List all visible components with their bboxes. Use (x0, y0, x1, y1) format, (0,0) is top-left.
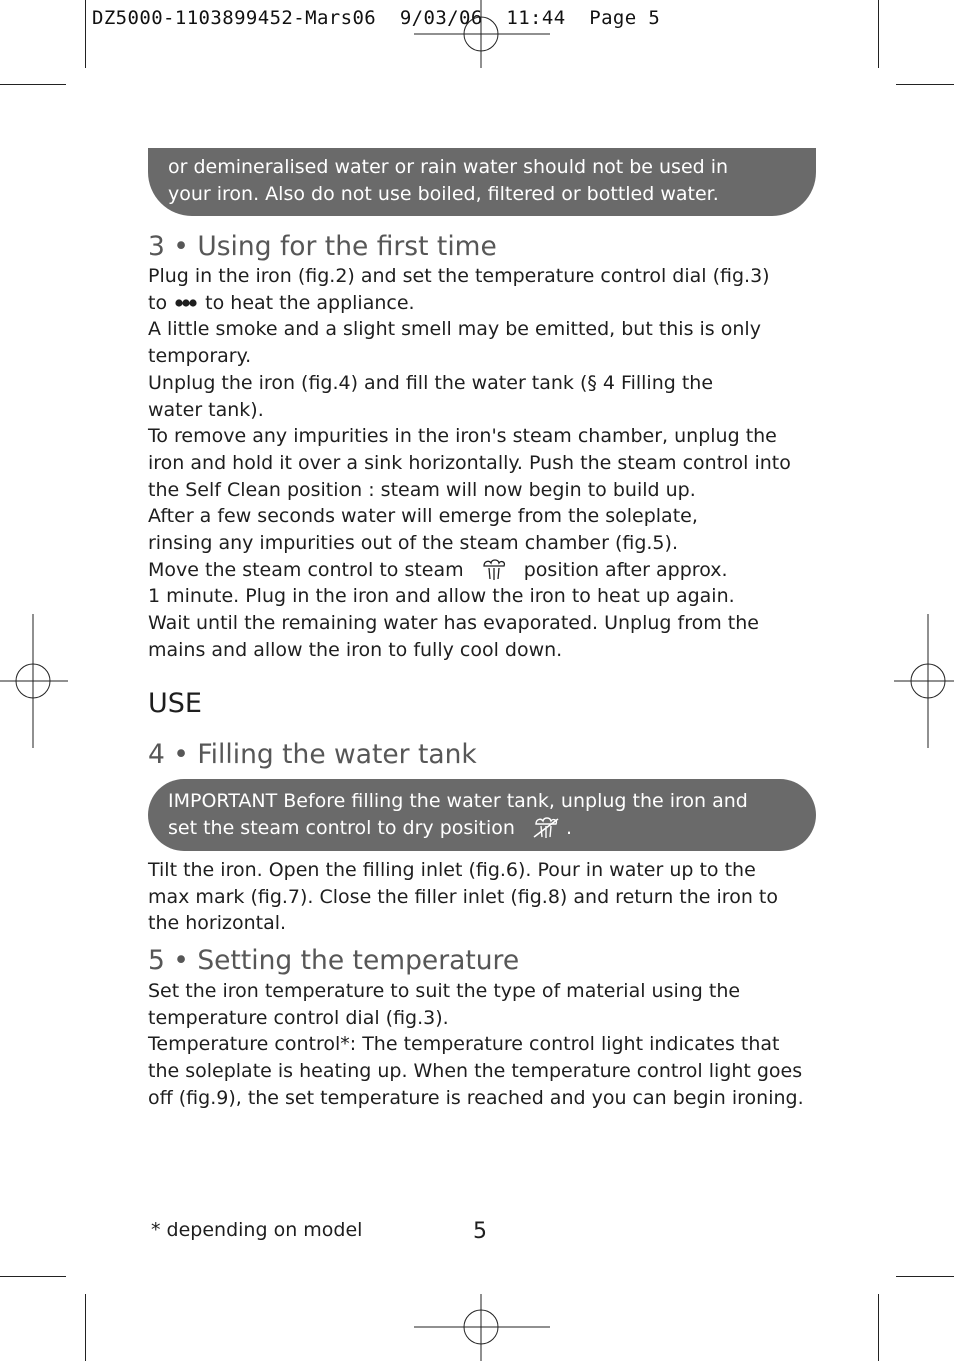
body-line: Unplug the iron (fig.4) and fill the water tank (§ 4 Filling the (148, 371, 714, 394)
crop-mark (896, 84, 954, 85)
body-line: After a few seconds water will emerge from the soleplate, (148, 505, 698, 528)
body-line: water tank). (148, 398, 264, 421)
dry-position-icon (529, 815, 563, 841)
to-word: to (148, 291, 168, 314)
registration-mark-left (0, 614, 68, 748)
body-line: temporary. (148, 345, 252, 368)
steam-icon (476, 558, 512, 582)
temperature-three-dots-icon (175, 298, 197, 308)
section-3-body (148, 263, 838, 664)
section-4-heading: 4 • Filling the water tank (148, 739, 477, 770)
section-5-heading: 5 • Setting the temperature (148, 945, 520, 976)
body-line: rinsing any impurities out of the steam chamber (fig.5). (148, 532, 678, 555)
important-panel (148, 779, 816, 851)
crop-mark (896, 1276, 954, 1277)
section-4-body (148, 857, 838, 937)
body-line: Tilt the iron. Open the filling inlet (fig.6). Pour in water up to the (148, 859, 756, 881)
body-line: the horizontal. (148, 912, 287, 935)
important-text: set the steam control to dry position (168, 816, 515, 839)
body-line: 1 minute. Plug in the iron and allow the iron to heat up again. (148, 585, 735, 608)
panel-line: or demineralised water or rain water should not be used in (168, 156, 729, 178)
body-line-with-icon (148, 557, 838, 584)
body-line: the Self Clean position : steam will now begin to build up. (148, 478, 696, 501)
crop-mark (0, 1276, 66, 1277)
body-line: iron and hold it over a sink horizontally. Push the steam control into (148, 451, 791, 474)
registration-mark-right (894, 614, 954, 748)
water-warning-panel (148, 148, 816, 216)
steam-line-end: position after approx. (523, 558, 728, 581)
crop-mark (85, 0, 86, 68)
body-line: Wait until the remaining water has evaporated. Unplug from the (148, 612, 759, 635)
important-line-with-icon (168, 815, 796, 842)
footnote: * depending on model (151, 1219, 363, 1241)
panel-line: your iron. Also do not use boiled, filtered or bottled water. (168, 182, 719, 205)
body-line: max mark (fig.7). Close the filler inlet (fig.8) and return the iron to (148, 885, 778, 908)
registration-mark-top (414, 0, 550, 68)
section-5-body (148, 978, 838, 1112)
important-end: . (566, 816, 573, 839)
registration-mark-bottom (414, 1294, 550, 1361)
body-line: A little smoke and a slight smell may be emitted, but this is only (148, 318, 761, 341)
body-line: Temperature control*: The temperature control light indicates that (148, 1033, 780, 1056)
body-line-rest: to heat the appliance. (205, 291, 415, 314)
crop-mark (85, 1294, 86, 1361)
page-number: 5 (473, 1219, 487, 1244)
body-line: off (fig.9), the set temperature is reached and you can begin ironing. (148, 1086, 804, 1109)
use-title: USE (148, 688, 202, 719)
body-line: temperature control dial (fig.3). (148, 1006, 449, 1029)
printer-slug: DZ5000-1103899452-Mars06 9/03/06 11:44 Page 5 (92, 7, 661, 29)
body-line: the soleplate is heating up. When the temperature control light goes (148, 1060, 803, 1083)
important-line: IMPORTANT Before filling the water tank, unplug the iron and (168, 790, 748, 812)
crop-mark (878, 0, 879, 68)
crop-mark (878, 1294, 879, 1361)
body-line: mains and allow the iron to fully cool down. (148, 638, 563, 661)
body-line: Plug in the iron (fig.2) and set the temperature control dial (fig.3) (148, 265, 770, 287)
body-line: To remove any impurities in the iron's steam chamber, unplug the (148, 425, 777, 448)
body-line-with-icon (148, 290, 838, 317)
crop-mark (0, 84, 66, 85)
section-3-heading: 3 • Using for the first time (148, 231, 497, 262)
steam-line-start: Move the steam control to steam (148, 558, 464, 581)
body-line: Set the iron temperature to suit the type of material using the (148, 980, 741, 1002)
